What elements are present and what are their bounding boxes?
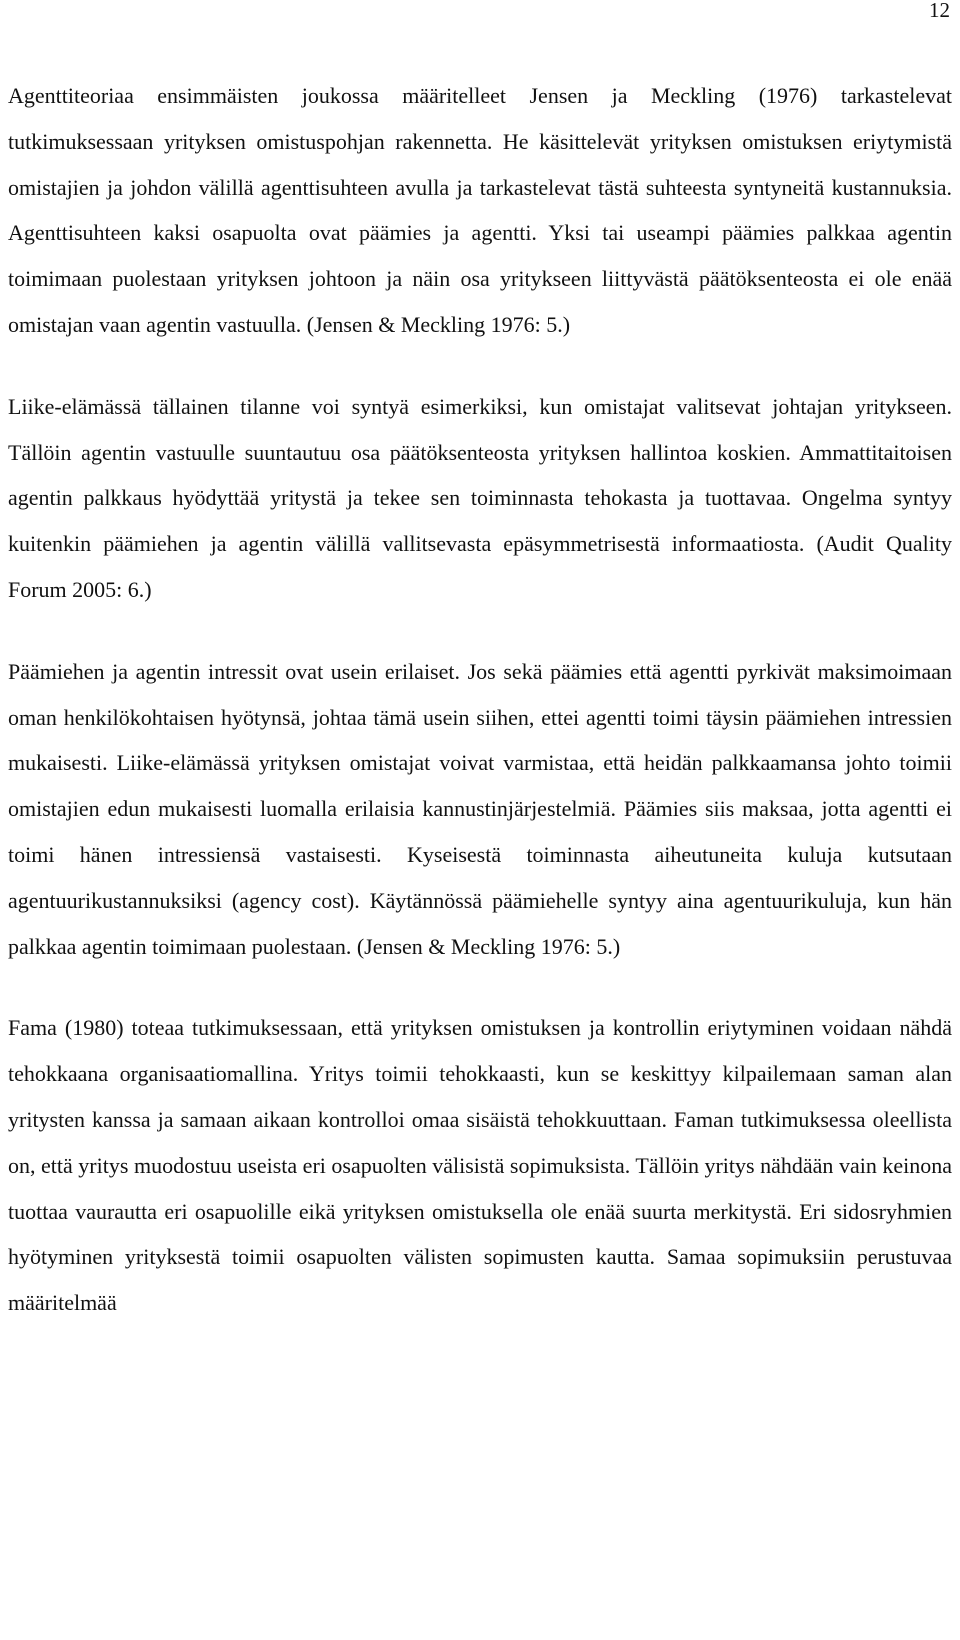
paragraph-fama: Fama (1980) toteaa tutkimuksessaan, että yrityksen omistuksen ja kontrollin eriytyminen voidaan nähdä tehokkaana organisaatiomallina. Yritys toimii tehokkaasti, kun se keskittyy kilpailemaan saman alan yritysten kanssa ja samaan aikaan kontrolloi omaa sisäistä tehokkuuttaan. Faman tutkimuksessa oleellista on, että yritys muodostuu useista eri osapuolten välisistä sopimuksista. Tällöin yritys nähdään vain keinona tuottaa vaurautta eri osapuolille eikä yrityksen omistuksella ole enää suurta merkitystä. Eri sidosryhmien hyötyminen yrityksestä toimii osapuolten välisten sopimusten kautta. Samaa sopimuksiin perustuvaa määritelmää xyxy=(8,1015,952,1316)
document-body xyxy=(8,73,952,1362)
paragraph-diverging-interests: Päämiehen ja agentin intressit ovat usein erilaiset. Jos sekä päämies että agentti pyrkivät maksimoimaan oman henkilökohtaisen hyötynsä, johtaa tämä usein siihen, ettei agentti toimi täysin päämiehen intressien mukaisesti. Liike-elämässä yrityksen omistajat voivat varmistaa, että heidän palkkaamansa johto toimii omistajien edun mukaisesti luomalla erilaisia kannustinjärjestelmiä. Päämies siis maksaa, jotta agentti ei toimi hänen intressiensä vastaisesti. Kyseisestä toiminnasta aiheutuneita kuluja kutsutaan agentuurikustannuksiksi (agency cost). Käytännössä päämiehelle syntyy aina agentuurikuluja, kun hän palkkaa agentin toimimaan puolestaan. (Jensen & Meckling 1976: 5.) xyxy=(8,658,952,959)
page-number: 12 xyxy=(929,0,950,22)
paragraph-agency-theory: Agenttiteoriaa ensimmäisten joukossa määritelleet Jensen ja Meckling (1976) tarkastelevat tutkimuksessaan yrityksen omistuspohjan rakennetta. He käsittelevät yrityksen omistuksen eriytymistä omistajien ja johdon välillä agenttisuhteen avulla ja tarkastelevat tästä suhteesta syntyneitä kustannuksia. Agenttisuhteen kaksi osapuolta ovat päämies ja agentti. Yksi tai useampi päämies palkkaa agentin toimimaan puolestaan yrityksen johtoon ja näin osa yritykseen liittyvästä päätöksenteosta ei ole enää omistajan vaan agentin vastuulla. (Jensen & Meckling 1976: 5.) xyxy=(8,83,952,337)
paragraph-business-example: Liike-elämässä tällainen tilanne voi syntyä esimerkiksi, kun omistajat valitsevat johtajan yritykseen. Tällöin agentin vastuulle suuntautuu osa päätöksenteosta yrityksen hallintoa koskien. Ammattitaitoisen agentin palkkaus hyödyttää yritystä ja tekee sen toiminnasta tehokasta ja tuottavaa. Ongelma syntyy kuitenkin päämiehen ja agentin välillä vallitsevasta epäsymmetrisestä informaatiosta. (Audit Quality Forum 2005: 6.) xyxy=(8,393,952,602)
